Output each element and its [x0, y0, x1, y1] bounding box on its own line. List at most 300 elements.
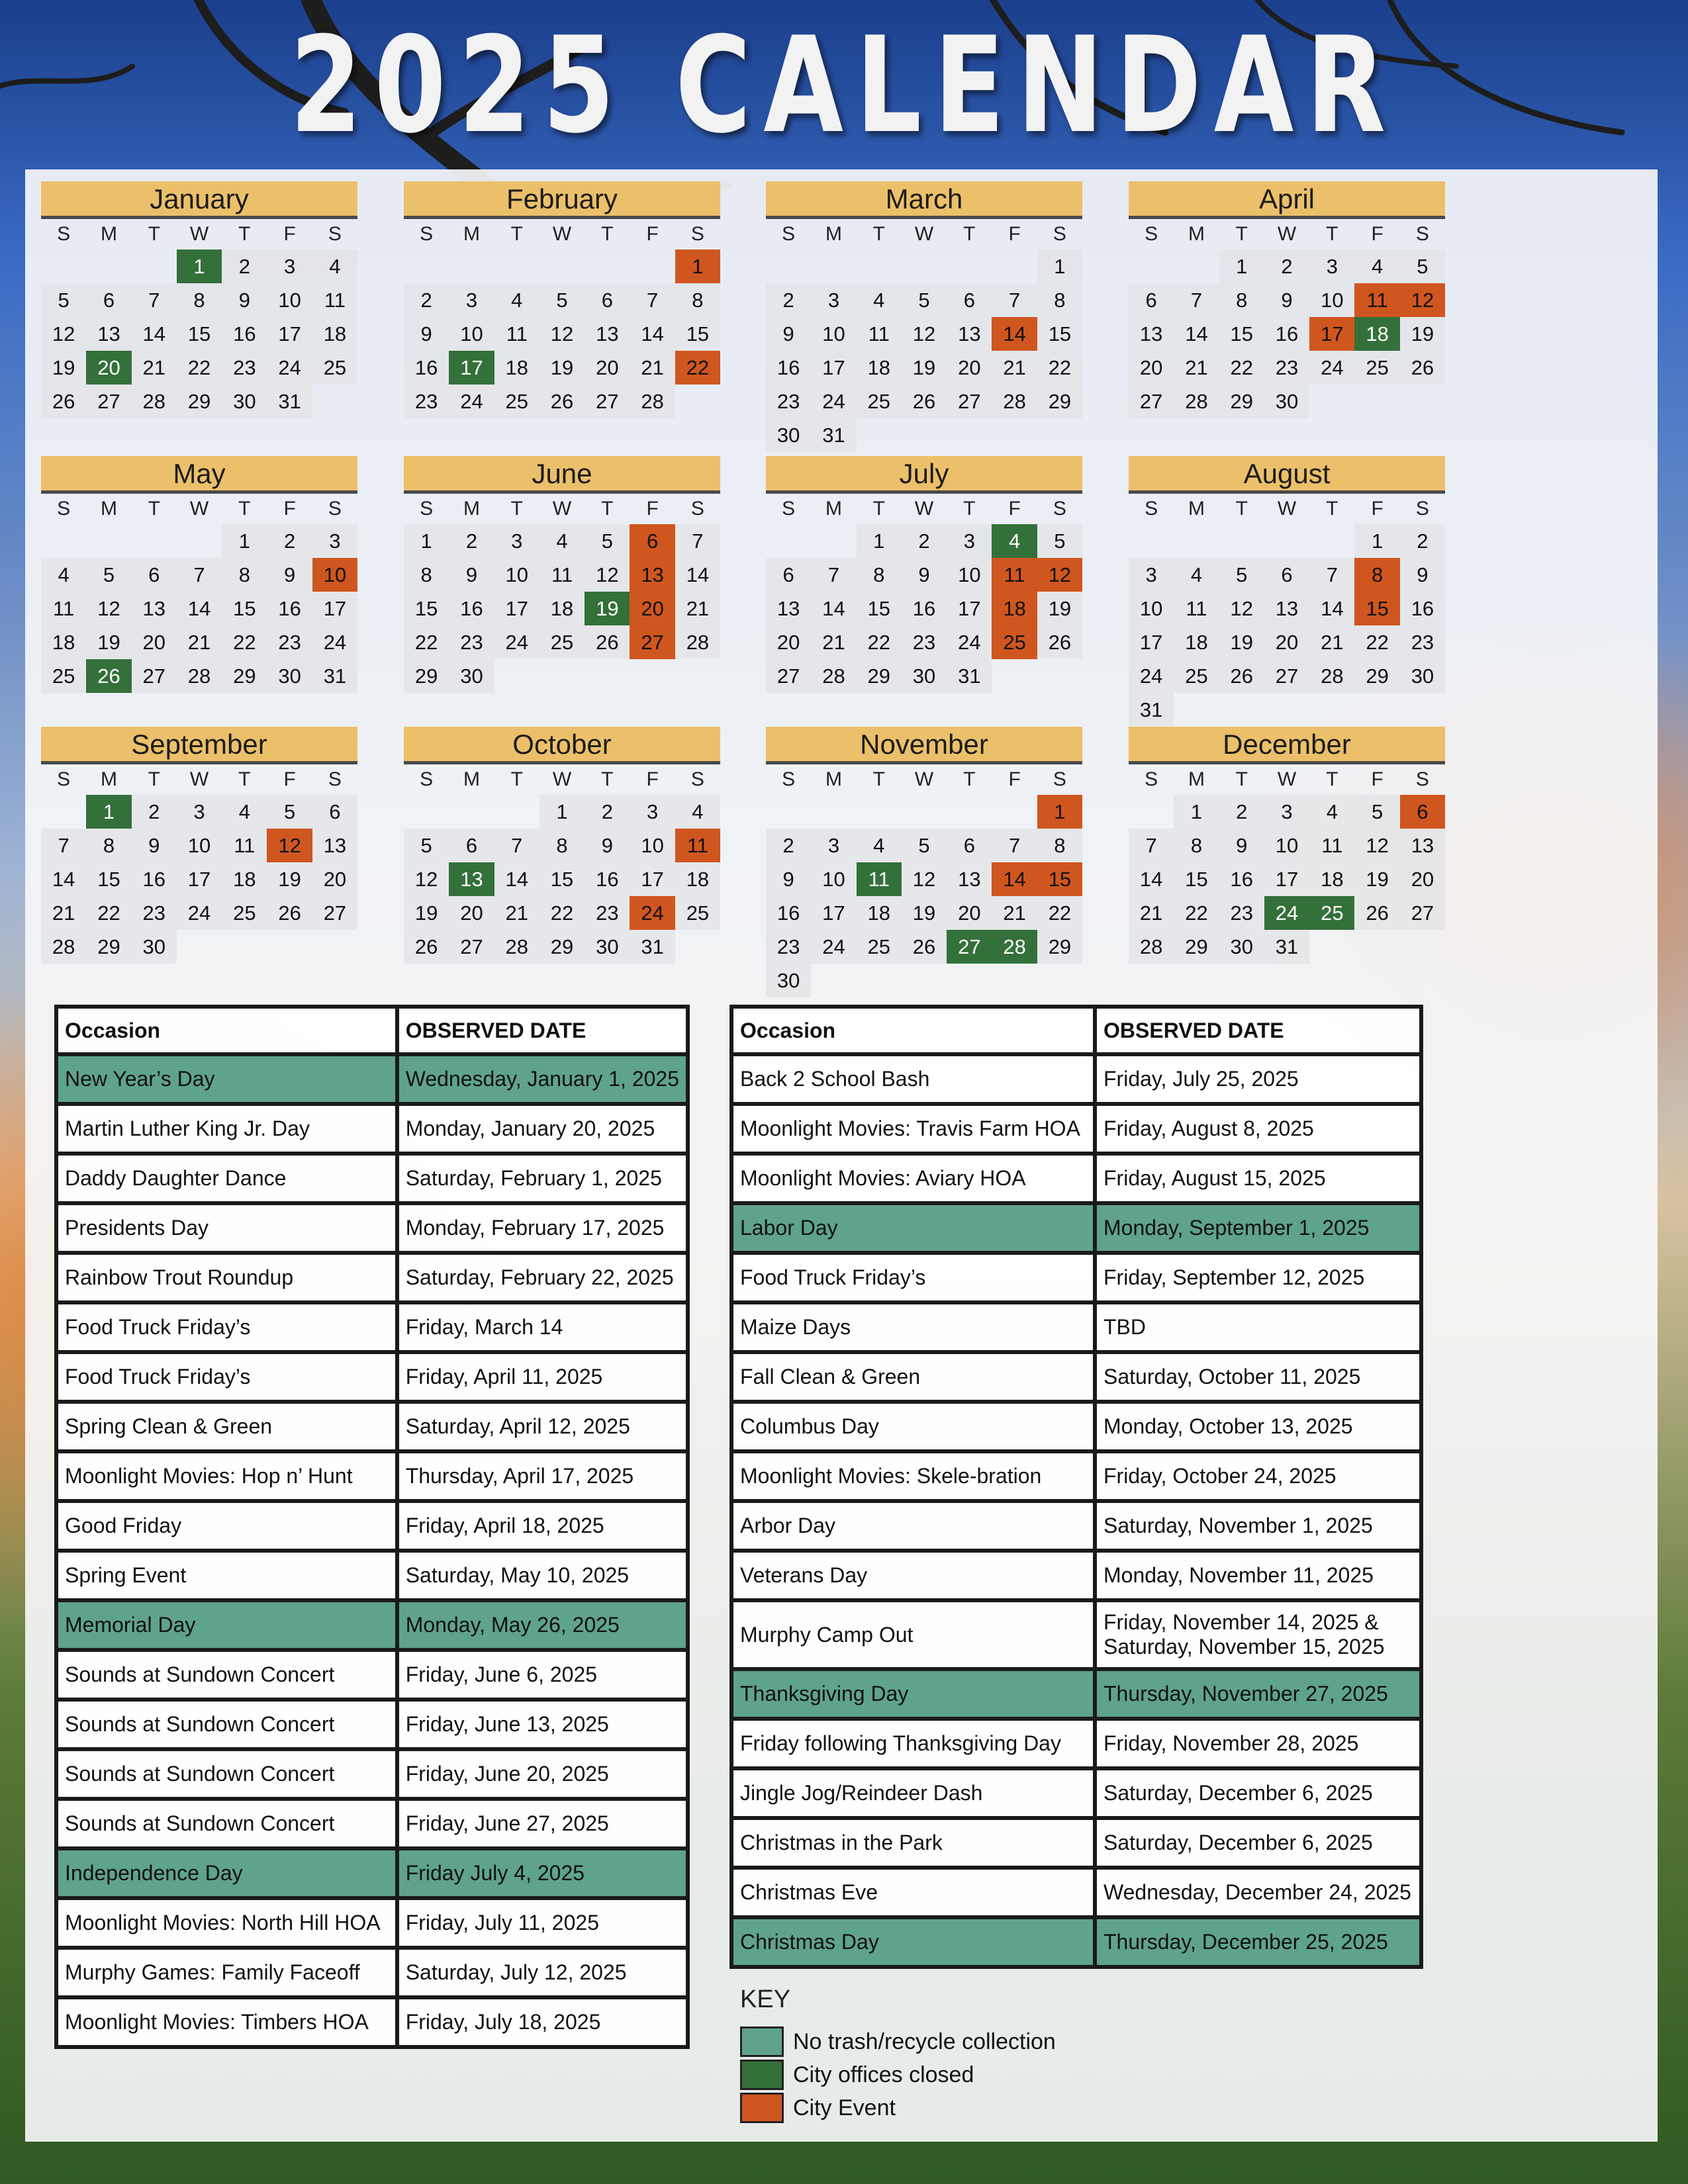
- day-cell: 23: [222, 351, 267, 385]
- day-cell: 1: [86, 795, 131, 829]
- date-text: Friday July 4, 2025: [405, 1861, 585, 1885]
- table-row: [731, 1669, 1421, 1719]
- weekday-label: W: [552, 223, 572, 245]
- weekday-label: M: [1188, 223, 1205, 245]
- key-title: KEY: [740, 1985, 791, 2013]
- day-cell: 14: [992, 862, 1037, 896]
- day-cell: 18: [857, 896, 902, 930]
- empty-day: [947, 795, 992, 829]
- day-cell: 20: [766, 625, 811, 659]
- weekday-label: S: [1145, 498, 1158, 520]
- day-cell: 14: [177, 592, 222, 625]
- day-cell: 28: [811, 659, 856, 693]
- empty-day: [811, 524, 856, 558]
- empty-day: [811, 250, 856, 283]
- day-cell: 23: [1264, 351, 1309, 385]
- day-cell: 6: [449, 829, 494, 862]
- date-text: TBD: [1103, 1315, 1146, 1339]
- date-cell: [1095, 1868, 1421, 1917]
- day-cell: 30: [1400, 659, 1445, 693]
- day-cell: 10: [630, 829, 675, 862]
- date-text: Monday, May 26, 2025: [405, 1613, 620, 1637]
- day-cell: 28: [675, 625, 720, 659]
- date-text: Saturday, December 6, 2025: [1103, 1781, 1373, 1805]
- day-cell: 14: [811, 592, 856, 625]
- table-row: [731, 1917, 1421, 1967]
- day-cell: 2: [766, 283, 811, 317]
- day-cell: 13: [86, 317, 131, 351]
- day-cell: 29: [177, 385, 222, 418]
- weekday-label: S: [420, 498, 434, 520]
- day-cell: 23: [585, 896, 630, 930]
- empty-day: [857, 250, 902, 283]
- day-grid: [404, 795, 720, 964]
- month-august: [1129, 456, 1445, 727]
- weekday-label: M: [463, 768, 480, 790]
- day-cell: 3: [177, 795, 222, 829]
- weekday-label: S: [782, 498, 796, 520]
- occasion-cell: Food Truck Friday’s: [56, 1302, 397, 1352]
- date-cell: [1095, 1451, 1421, 1501]
- day-cell: 18: [857, 351, 902, 385]
- date-text: Saturday, December 6, 2025: [1103, 1831, 1373, 1854]
- month-april: [1129, 181, 1445, 418]
- day-cell: 15: [857, 592, 902, 625]
- empty-day: [630, 250, 675, 283]
- day-cell: 28: [494, 930, 539, 964]
- day-cell: 28: [1309, 659, 1354, 693]
- day-cell: 24: [267, 351, 312, 385]
- empty-day: [1129, 795, 1174, 829]
- empty-day: [449, 795, 494, 829]
- day-cell: 31: [1129, 693, 1174, 727]
- day-cell: 27: [630, 625, 675, 659]
- empty-day: [1309, 524, 1354, 558]
- day-cell: 28: [992, 385, 1037, 418]
- weekday-label: T: [238, 768, 251, 790]
- day-cell: 5: [585, 524, 630, 558]
- day-cell: 3: [1129, 558, 1174, 592]
- day-cell: 17: [312, 592, 357, 625]
- occasion-cell: Moonlight Movies: Skele-bration: [731, 1451, 1095, 1501]
- day-cell: 9: [222, 283, 267, 317]
- table-row: [56, 1154, 688, 1203]
- empty-day: [902, 250, 947, 283]
- day-cell: 21: [1174, 351, 1219, 385]
- day-cell: 26: [404, 930, 449, 964]
- day-cell: 27: [947, 385, 992, 418]
- day-cell: 25: [857, 385, 902, 418]
- occasion-cell: Independence Day: [56, 1848, 397, 1898]
- date-cell: [397, 1948, 688, 1997]
- occasion-cell: Sounds at Sundown Concert: [56, 1799, 397, 1848]
- table-row: [731, 1402, 1421, 1451]
- day-cell: 6: [86, 283, 131, 317]
- month-name: March: [766, 181, 1082, 219]
- day-cell: 4: [857, 829, 902, 862]
- weekday-label: S: [1415, 223, 1429, 245]
- weekday-label: M: [1188, 498, 1205, 520]
- weekday-label: T: [872, 498, 885, 520]
- day-cell: 5: [1400, 250, 1445, 283]
- day-cell: 9: [449, 558, 494, 592]
- date-cell: [397, 1451, 688, 1501]
- weekday-label: F: [1371, 498, 1383, 520]
- day-cell: 26: [902, 385, 947, 418]
- day-cell: 2: [449, 524, 494, 558]
- date-text: Wednesday, December 24, 2025: [1103, 1880, 1411, 1904]
- day-cell: 21: [41, 896, 86, 930]
- occasion-cell: Sounds at Sundown Concert: [56, 1749, 397, 1799]
- table-row: [56, 1799, 688, 1848]
- key-swatch: [740, 2093, 784, 2123]
- day-cell: 18: [539, 592, 585, 625]
- occasion-cell: Back 2 School Bash: [731, 1054, 1095, 1104]
- day-cell: 5: [1037, 524, 1082, 558]
- day-cell: 15: [1037, 862, 1082, 896]
- date-text: Friday, April 11, 2025: [405, 1365, 603, 1388]
- weekday-label: T: [1326, 498, 1338, 520]
- day-cell: 17: [947, 592, 992, 625]
- day-cell: 16: [585, 862, 630, 896]
- day-cell: 31: [1264, 930, 1309, 964]
- day-cell: 6: [1400, 795, 1445, 829]
- weekday-label: S: [690, 768, 704, 790]
- table-row: [731, 1104, 1421, 1154]
- day-cell: 27: [585, 385, 630, 418]
- day-cell: 3: [811, 283, 856, 317]
- day-cell: 30: [1264, 385, 1309, 418]
- day-cell: 28: [1174, 385, 1219, 418]
- day-cell: 1: [1354, 524, 1399, 558]
- date-text: Thursday, April 17, 2025: [405, 1464, 634, 1488]
- day-cell: 16: [1400, 592, 1445, 625]
- weekday-label: M: [463, 498, 480, 520]
- empty-day: [1219, 524, 1264, 558]
- day-cell: 15: [404, 592, 449, 625]
- table-row: [731, 1352, 1421, 1402]
- day-cell: 4: [1309, 795, 1354, 829]
- date-cell: [397, 1898, 688, 1948]
- day-cell: 24: [630, 896, 675, 930]
- weekday-label: W: [189, 498, 209, 520]
- day-cell: 27: [312, 896, 357, 930]
- date-cell: [1095, 1154, 1421, 1203]
- day-cell: 2: [1264, 250, 1309, 283]
- day-cell: 18: [41, 625, 86, 659]
- day-cell: 11: [857, 862, 902, 896]
- day-cell: 11: [857, 317, 902, 351]
- day-cell: 2: [1400, 524, 1445, 558]
- day-cell: 2: [132, 795, 177, 829]
- weekday-label: S: [782, 223, 796, 245]
- occasion-cell: Moonlight Movies: North Hill HOA: [56, 1898, 397, 1948]
- day-cell: 27: [1264, 659, 1309, 693]
- day-cell: 11: [539, 558, 585, 592]
- day-cell: 18: [675, 862, 720, 896]
- day-cell: 15: [222, 592, 267, 625]
- day-cell: 29: [86, 930, 131, 964]
- month-may: [41, 456, 357, 693]
- weekday-label: F: [1008, 223, 1021, 245]
- weekday-row: [1129, 764, 1445, 795]
- day-grid: [1129, 795, 1445, 964]
- day-cell: 12: [1400, 283, 1445, 317]
- weekday-label: S: [57, 223, 71, 245]
- table-row: [56, 1700, 688, 1749]
- table-row: [731, 1451, 1421, 1501]
- day-cell: 20: [132, 625, 177, 659]
- day-cell: 2: [267, 524, 312, 558]
- day-cell: 17: [811, 351, 856, 385]
- weekday-label: S: [328, 498, 342, 520]
- day-cell: 7: [41, 829, 86, 862]
- empty-day: [1174, 524, 1219, 558]
- day-cell: 14: [1309, 592, 1354, 625]
- occasion-cell: Moonlight Movies: Hop n’ Hunt: [56, 1451, 397, 1501]
- weekday-row: [766, 219, 1082, 250]
- date-cell: [1095, 1302, 1421, 1352]
- day-cell: 15: [177, 317, 222, 351]
- day-cell: 15: [1037, 317, 1082, 351]
- day-cell: 22: [1037, 896, 1082, 930]
- day-cell: 8: [86, 829, 131, 862]
- day-cell: 16: [1219, 862, 1264, 896]
- day-cell: 26: [539, 385, 585, 418]
- weekday-row: [766, 494, 1082, 524]
- month-name: April: [1129, 181, 1445, 219]
- day-cell: 1: [1037, 795, 1082, 829]
- day-cell: 26: [585, 625, 630, 659]
- day-cell: 27: [449, 930, 494, 964]
- day-cell: 26: [1400, 351, 1445, 385]
- weekday-label: S: [420, 768, 434, 790]
- day-grid: [41, 795, 357, 964]
- month-name: October: [404, 727, 720, 764]
- weekday-label: F: [1371, 223, 1383, 245]
- weekday-label: F: [283, 498, 296, 520]
- weekday-row: [404, 494, 720, 524]
- date-cell: [1095, 1253, 1421, 1302]
- day-cell: 29: [1219, 385, 1264, 418]
- date-text: Friday, April 18, 2025: [405, 1514, 604, 1537]
- weekday-label: M: [100, 498, 117, 520]
- weekday-label: F: [1371, 768, 1383, 790]
- weekday-label: T: [1235, 223, 1248, 245]
- day-cell: 29: [222, 659, 267, 693]
- occasion-cell: Thanksgiving Day: [731, 1669, 1095, 1719]
- date-text: Saturday, February 22, 2025: [405, 1265, 674, 1289]
- day-cell: 16: [222, 317, 267, 351]
- date-cell: [1095, 1104, 1421, 1154]
- day-cell: 20: [86, 351, 131, 385]
- day-cell: 1: [857, 524, 902, 558]
- day-cell: 5: [86, 558, 131, 592]
- occasion-cell: Christmas in the Park: [731, 1818, 1095, 1868]
- weekday-label: W: [552, 768, 572, 790]
- day-cell: 9: [1400, 558, 1445, 592]
- weekday-row: [404, 219, 720, 250]
- day-cell: 21: [630, 351, 675, 385]
- day-cell: 26: [86, 659, 131, 693]
- day-cell: 5: [902, 283, 947, 317]
- table-row: [731, 1719, 1421, 1768]
- day-cell: 25: [1309, 896, 1354, 930]
- empty-day: [132, 524, 177, 558]
- weekday-label: W: [914, 223, 934, 245]
- day-cell: 24: [1264, 896, 1309, 930]
- day-cell: 22: [1037, 351, 1082, 385]
- weekday-label: T: [510, 498, 523, 520]
- day-cell: 27: [1400, 896, 1445, 930]
- table-row: [56, 1451, 688, 1501]
- key-label: City offices closed: [793, 2062, 974, 2087]
- day-cell: 13: [1129, 317, 1174, 351]
- occasion-cell: Jingle Jog/Reindeer Dash: [731, 1768, 1095, 1818]
- day-cell: 20: [1264, 625, 1309, 659]
- empty-day: [404, 250, 449, 283]
- weekday-label: F: [283, 223, 296, 245]
- day-cell: 4: [675, 795, 720, 829]
- date-cell: [1095, 1203, 1421, 1253]
- day-cell: 3: [312, 524, 357, 558]
- table-row: [56, 1997, 688, 2047]
- day-cell: 5: [1354, 795, 1399, 829]
- day-cell: 7: [630, 283, 675, 317]
- empty-day: [177, 524, 222, 558]
- day-cell: 17: [494, 592, 539, 625]
- date-cell: [397, 1799, 688, 1848]
- day-cell: 3: [1309, 250, 1354, 283]
- day-cell: 16: [902, 592, 947, 625]
- empty-day: [766, 795, 811, 829]
- empty-day: [992, 250, 1037, 283]
- date-cell: [1095, 1501, 1421, 1551]
- day-cell: 25: [1354, 351, 1399, 385]
- month-name: February: [404, 181, 720, 219]
- weekday-label: T: [510, 768, 523, 790]
- table-row: [56, 1054, 688, 1104]
- table-row: [731, 1600, 1421, 1669]
- date-cell: [1095, 1054, 1421, 1104]
- empty-day: [494, 250, 539, 283]
- day-cell: 11: [1309, 829, 1354, 862]
- day-grid: [41, 250, 357, 418]
- empty-day: [86, 524, 131, 558]
- day-cell: 31: [267, 385, 312, 418]
- date-cell: [1095, 1352, 1421, 1402]
- day-cell: 11: [494, 317, 539, 351]
- empty-day: [404, 795, 449, 829]
- day-cell: 12: [1037, 558, 1082, 592]
- day-cell: 12: [41, 317, 86, 351]
- weekday-label: F: [646, 223, 659, 245]
- day-cell: 24: [947, 625, 992, 659]
- weekday-label: W: [914, 768, 934, 790]
- key-label: City Event: [793, 2095, 896, 2120]
- day-cell: 14: [1129, 862, 1174, 896]
- date-text-second: Saturday, November 15, 2025: [1103, 1635, 1385, 1659]
- key-swatch: [740, 2060, 784, 2090]
- day-cell: 24: [449, 385, 494, 418]
- day-cell: 12: [902, 862, 947, 896]
- weekday-label: T: [148, 768, 160, 790]
- table-row: [56, 1302, 688, 1352]
- day-cell: 21: [811, 625, 856, 659]
- weekday-label: M: [100, 223, 117, 245]
- day-cell: 9: [766, 862, 811, 896]
- day-cell: 11: [992, 558, 1037, 592]
- month-january: [41, 181, 357, 418]
- date-cell: [1095, 1402, 1421, 1451]
- empty-day: [1129, 524, 1174, 558]
- month-name: November: [766, 727, 1082, 764]
- weekday-label: W: [914, 498, 934, 520]
- date-cell: [397, 1054, 688, 1104]
- day-cell: 12: [1354, 829, 1399, 862]
- empty-day: [449, 250, 494, 283]
- day-cell: 30: [766, 418, 811, 452]
- day-cell: 24: [1309, 351, 1354, 385]
- table-row: [56, 1848, 688, 1898]
- day-cell: 29: [404, 659, 449, 693]
- day-cell: 14: [1174, 317, 1219, 351]
- day-cell: 13: [132, 592, 177, 625]
- day-cell: 12: [585, 558, 630, 592]
- day-cell: 8: [1037, 829, 1082, 862]
- day-grid: [41, 524, 357, 693]
- month-july: [766, 456, 1082, 693]
- day-cell: 22: [857, 625, 902, 659]
- day-cell: 3: [494, 524, 539, 558]
- date-text: Friday, November 28, 2025: [1103, 1731, 1359, 1755]
- date-cell: [397, 1154, 688, 1203]
- day-cell: 28: [132, 385, 177, 418]
- day-cell: 26: [1354, 896, 1399, 930]
- table-row: [56, 1898, 688, 1948]
- day-cell: 20: [630, 592, 675, 625]
- occasion-cell: Labor Day: [731, 1203, 1095, 1253]
- day-cell: 11: [1354, 283, 1399, 317]
- date-text: Friday, November 14, 2025 &: [1103, 1610, 1379, 1634]
- table-row: [731, 1154, 1421, 1203]
- day-cell: 25: [312, 351, 357, 385]
- day-cell: 13: [947, 317, 992, 351]
- date-text: Friday, July 25, 2025: [1103, 1067, 1299, 1091]
- day-cell: 27: [947, 930, 992, 964]
- table-row: [56, 1203, 688, 1253]
- day-cell: 7: [992, 829, 1037, 862]
- day-cell: 20: [947, 351, 992, 385]
- day-cell: 18: [1354, 317, 1399, 351]
- weekday-label: W: [552, 498, 572, 520]
- day-cell: 17: [811, 896, 856, 930]
- day-cell: 21: [177, 625, 222, 659]
- day-cell: 5: [1219, 558, 1264, 592]
- occasion-cell: Food Truck Friday’s: [731, 1253, 1095, 1302]
- day-cell: 7: [1129, 829, 1174, 862]
- day-cell: 9: [585, 829, 630, 862]
- table-row: [731, 1253, 1421, 1302]
- day-cell: 10: [1264, 829, 1309, 862]
- events-table-left: [54, 1005, 690, 2049]
- day-cell: 22: [1354, 625, 1399, 659]
- month-june: [404, 456, 720, 693]
- day-cell: 10: [947, 558, 992, 592]
- day-cell: 1: [404, 524, 449, 558]
- day-cell: 8: [1219, 283, 1264, 317]
- occasion-cell: Fall Clean & Green: [731, 1352, 1095, 1402]
